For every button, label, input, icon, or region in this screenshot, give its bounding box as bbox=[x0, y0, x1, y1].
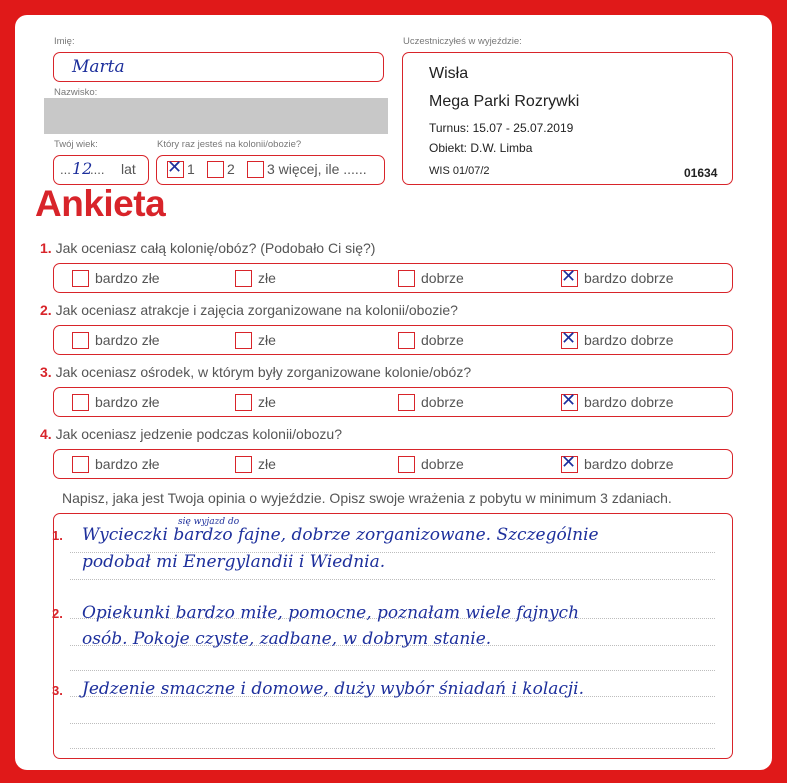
wiek-unit: lat bbox=[121, 161, 136, 177]
q3-option-2-checkbox[interactable] bbox=[235, 394, 252, 411]
card-place: Wisła bbox=[429, 65, 469, 82]
opinion-1-number: 1. bbox=[52, 528, 63, 543]
question-number: 3. bbox=[40, 364, 52, 380]
q3-option-4-checkbox[interactable] bbox=[561, 390, 578, 411]
q2-option-4-checkbox[interactable] bbox=[561, 328, 578, 349]
q4-option-2-label: złe bbox=[258, 456, 276, 472]
question-text: Jak oceniasz ośrodek, w którym były zorganizowane kolonie/obóz? bbox=[55, 364, 472, 380]
wiek-field[interactable]: ... 12 .... lat bbox=[53, 155, 149, 185]
ktory-raz-2-label: 2 bbox=[227, 161, 235, 177]
q3-option-1-label: bardzo złe bbox=[95, 394, 160, 410]
uczestniczysz-label: Uczestniczyłeś w wyjeździe: bbox=[403, 36, 522, 47]
question-text: Jak oceniasz całą kolonię/obóz? (Podobało Ci się?) bbox=[55, 240, 376, 256]
q4-option-1-checkbox[interactable] bbox=[72, 456, 89, 473]
q2-option-1-checkbox[interactable] bbox=[72, 332, 89, 349]
opinion-1-line2: podobał mi Energylandii i Wiednia. bbox=[82, 552, 386, 572]
q1-option-2-label: złe bbox=[258, 270, 276, 286]
question-number: 2. bbox=[40, 302, 52, 318]
opinion-3-number: 3. bbox=[52, 683, 63, 698]
q1-option-4-checkbox[interactable] bbox=[561, 266, 578, 287]
check-mark-icon: ✕ bbox=[561, 328, 577, 349]
nazwisko-label: Nazwisko: bbox=[54, 87, 98, 98]
opinion-1-insert: się wyjazd do bbox=[178, 517, 240, 527]
check-mark-icon: ✕ bbox=[561, 452, 577, 473]
q4-option-4-label: bardzo dobrze bbox=[584, 456, 674, 472]
question-text: Jak oceniasz jedzenie podczas kolonii/obozu? bbox=[55, 426, 342, 442]
ktory-raz-label: Który raz jesteś na kolonii/obozie? bbox=[157, 139, 302, 150]
trip-card bbox=[402, 52, 733, 185]
wiek-value: 12 bbox=[72, 159, 93, 178]
q3-option-3-checkbox[interactable] bbox=[398, 394, 415, 411]
ktory-raz-2-checkbox[interactable] bbox=[207, 161, 224, 178]
q1-option-1-label: bardzo złe bbox=[95, 270, 160, 286]
ktory-raz-field bbox=[156, 155, 385, 185]
q4-option-3-checkbox[interactable] bbox=[398, 456, 415, 473]
page-title: Ankieta bbox=[35, 183, 166, 224]
card-turnus: Turnus: 15.07 - 25.07.2019 bbox=[429, 121, 574, 135]
opinion-2-line1: Opiekunki bardzo miłe, pomocne, poznałam wiele fajnych bbox=[82, 603, 580, 623]
ktory-raz-3-checkbox[interactable] bbox=[247, 161, 264, 178]
ktory-raz-1-checkbox[interactable] bbox=[167, 157, 184, 178]
question-2 bbox=[40, 302, 458, 318]
opinion-1-line1: Wycieczki bardzo fajne, dobrze zorganizowane. Szczególnie bbox=[82, 525, 599, 545]
q2-option-2-checkbox[interactable] bbox=[235, 332, 252, 349]
q3-option-3-label: dobrze bbox=[421, 394, 464, 410]
nazwisko-redaction bbox=[44, 98, 388, 134]
card-park: Mega Parki Rozrywki bbox=[429, 93, 580, 110]
q3-option-2-label: złe bbox=[258, 394, 276, 410]
q1-option-2-checkbox[interactable] bbox=[235, 270, 252, 287]
q3-option-4-label: bardzo dobrze bbox=[584, 394, 674, 410]
q1-option-3-checkbox[interactable] bbox=[398, 270, 415, 287]
q2-option-1-label: bardzo złe bbox=[95, 332, 160, 348]
q2-option-4-label: bardzo dobrze bbox=[584, 332, 674, 348]
q1-option-1-checkbox[interactable] bbox=[72, 270, 89, 287]
q4-option-1-label: bardzo złe bbox=[95, 456, 160, 472]
question-number: 4. bbox=[40, 426, 52, 442]
q4-option-3-label: dobrze bbox=[421, 456, 464, 472]
imie-value: Marta bbox=[72, 57, 125, 77]
q4-option-2-checkbox[interactable] bbox=[235, 456, 252, 473]
card-number: 01634 bbox=[684, 166, 718, 180]
question-3 bbox=[40, 364, 471, 380]
wiek-label: Twój wiek: bbox=[54, 139, 98, 150]
ktory-raz-1-label: 1 bbox=[187, 161, 195, 177]
q2-option-2-label: złe bbox=[258, 332, 276, 348]
card-code: WIS 01/07/2 bbox=[429, 165, 490, 177]
q1-option-4-label: bardzo dobrze bbox=[584, 270, 674, 286]
imie-label: Imię: bbox=[54, 36, 75, 47]
opinion-2-line2: osób. Pokoje czyste, zadbane, w dobrym stanie. bbox=[82, 629, 492, 649]
q4-option-4-checkbox[interactable] bbox=[561, 452, 578, 473]
question-1 bbox=[40, 240, 375, 256]
question-number: 1. bbox=[40, 240, 52, 256]
question-text: Jak oceniasz atrakcje i zajęcia zorganizowane na kolonii/obozie? bbox=[55, 302, 458, 318]
q2-option-3-label: dobrze bbox=[421, 332, 464, 348]
q1-option-3-label: dobrze bbox=[421, 270, 464, 286]
check-mark-icon: ✕ bbox=[167, 157, 183, 178]
check-mark-icon: ✕ bbox=[561, 390, 577, 411]
check-mark-icon: ✕ bbox=[561, 266, 577, 287]
imie-field[interactable] bbox=[53, 52, 384, 82]
q3-option-1-checkbox[interactable] bbox=[72, 394, 89, 411]
card-obiekt: Obiekt: D.W. Limba bbox=[429, 141, 533, 155]
ktory-raz-3-label: 3 więcej, ile ...... bbox=[267, 161, 367, 177]
question-4 bbox=[40, 426, 342, 442]
opinion-prompt: Napisz, jaka jest Twoja opinia o wyjeździe. Opisz swoje wrażenia z pobytu w minimum 3 zdaniach. bbox=[62, 490, 672, 506]
q2-option-3-checkbox[interactable] bbox=[398, 332, 415, 349]
opinion-2-number: 2. bbox=[52, 606, 63, 621]
opinion-3-line1: Jedzenie smaczne i domowe, duży wybór śniadań i kolacji. bbox=[82, 679, 585, 699]
